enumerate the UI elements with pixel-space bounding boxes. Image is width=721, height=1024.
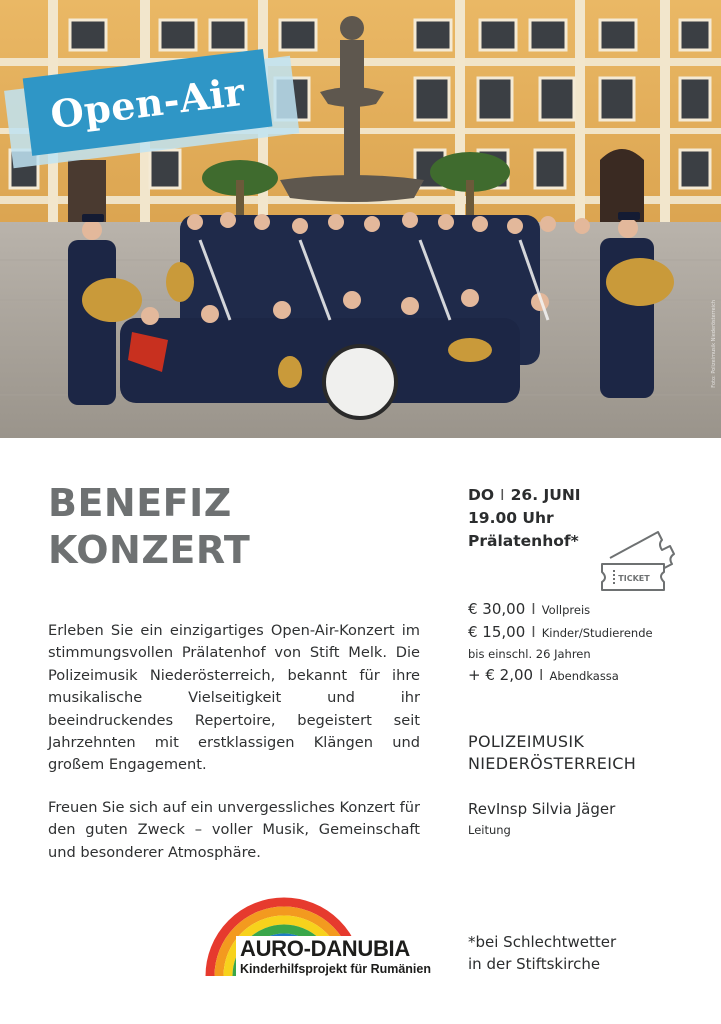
- event-date: 26. JUNI: [510, 486, 581, 504]
- title-line-2: KONZERT: [48, 528, 251, 572]
- band-name: [468, 731, 636, 775]
- photo-credit: Foto: Polizeimusik Niederösterreich: [711, 300, 717, 388]
- price-reduced: [468, 621, 708, 644]
- price-reduced-note: bis einschl. 26 Jahren: [468, 647, 591, 661]
- price-full-label: Vollpreis: [541, 603, 591, 617]
- price-full-amount: € 30,00: [468, 600, 526, 618]
- weather-note-line-1: *bei Schlechtwetter: [468, 933, 617, 951]
- logo-name: AURO-DANUBIA: [240, 936, 410, 961]
- band-name-line-1: POLIZEIMUSIK: [468, 732, 585, 751]
- price-box-office-label: Abendkassa: [549, 669, 619, 683]
- page-title: [48, 480, 250, 574]
- logo-subtitle: Kinderhilfsprojekt für Rumänien: [240, 962, 431, 976]
- price-reduced-label: Kinder/Studierende: [541, 626, 653, 640]
- event-location: Prälatenhof*: [468, 532, 579, 550]
- title-line-1: BENEFIZ: [48, 481, 232, 525]
- weather-note-line-2: in der Stiftskirche: [468, 955, 601, 973]
- price-box-office-amount: + € 2,00: [468, 666, 534, 684]
- price-list: [468, 598, 708, 687]
- leader-role: Leitung: [468, 823, 511, 837]
- intro-text: [48, 620, 420, 884]
- price-reduced-amount: € 15,00: [468, 623, 526, 641]
- leader-name: RevInsp Silvia Jäger: [468, 800, 616, 818]
- banner-label: Open-Air: [47, 68, 248, 137]
- price-separator: I: [539, 666, 544, 684]
- weather-note: [468, 931, 616, 975]
- event-day: DO: [468, 486, 495, 504]
- intro-paragraph-1: Erleben Sie ein einzigartiges Open-Air-Konzert im stimmungsvollen Prälatenhof von Stift Melk. Die Polizeimusik Niederösterreich, bekannt für ihre musikalische Vielseitigkeit und ihr beeindruckendes Repertoire, begeistert seit Jahrzehnten mit erstklassigen Klängen und großem Engagement.: [48, 622, 420, 774]
- intro-paragraph-2: Freuen Sie sich auf ein unvergessliches Konzert für den guten Zweck – voller Musik, Gemeinschaft und besonderer Atmosphäre.: [48, 798, 420, 861]
- event-date-line: [468, 484, 708, 507]
- event-separator: I: [500, 486, 505, 504]
- ticket-icon: [600, 528, 676, 600]
- ticket-label: TICKET: [618, 574, 650, 583]
- price-box-office: [468, 664, 708, 687]
- price-separator: I: [531, 623, 536, 641]
- price-separator: I: [531, 600, 536, 618]
- event-time: 19.00 Uhr: [468, 509, 554, 527]
- band-name-line-2: NIEDERÖSTERREICH: [468, 754, 637, 773]
- price-full: [468, 598, 708, 621]
